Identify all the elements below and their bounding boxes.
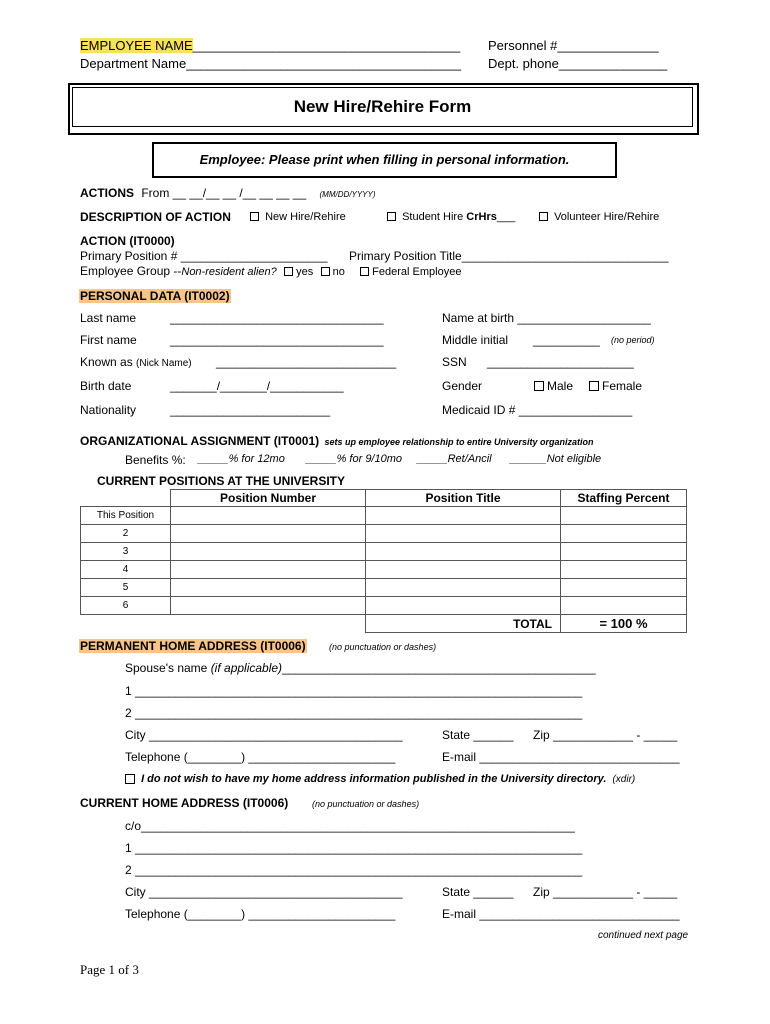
birth-date-label: Birth date [80,379,132,393]
last-name-label: Last name [80,311,137,325]
row-label: 4 [81,561,171,579]
instruction-box [152,142,617,178]
ssn-label: SSN [442,355,467,369]
staffing-percent-cell[interactable] [561,507,687,525]
total-spacer [171,615,366,633]
federal-employee-label: Federal Employee [372,266,462,278]
spouse-name-label: Spouse's name [125,661,211,675]
actions-label: ACTIONS [80,186,134,200]
directory-optout-label: I do not wish to have my home address information published in the University directory. [141,773,607,785]
option-new-hire[interactable] [250,211,346,223]
care-of-field[interactable]: c/o_________________________________________________________________ [125,819,575,833]
total-value: = 100 % [561,615,687,633]
table-row [81,525,687,543]
last-name-field[interactable]: ________________________________ [170,311,384,325]
staffing-percent-cell[interactable] [561,597,687,615]
table-row [81,579,687,597]
employee-name-field[interactable]: _____________________________________ [192,38,461,53]
positions-table [80,489,687,633]
permanent-address-line-1[interactable]: 1 ___________________________________________________________________ [125,684,583,698]
benefits-12mo-field[interactable]: _____% for 12mo [198,453,285,465]
total-spacer [81,615,171,633]
current-email-field[interactable]: E-mail ______________________________ [442,907,680,921]
spouse-name-hint: (if applicable) [210,661,283,675]
current-state-field[interactable]: State ______ [442,885,514,899]
current-address-heading: CURRENT HOME ADDRESS (IT0006) [80,796,289,810]
table-row [81,597,687,615]
federal-employee-option[interactable] [360,266,461,278]
row-label: 2 [81,525,171,543]
position-number-cell[interactable] [171,561,366,579]
yes-label: yes [296,266,314,278]
row-label: 6 [81,597,171,615]
primary-position-title-field[interactable]: Primary Position Title_______________________________ [349,249,669,263]
column-header-staffing-percent: Staffing Percent [561,490,687,507]
benefits-not-eligible-field[interactable]: ______Not eligible [510,453,602,465]
column-header-position-title: Position Title [366,490,561,507]
staffing-percent-cell[interactable] [561,525,687,543]
checkbox-icon[interactable] [360,267,369,276]
current-address-line-1[interactable]: 1 ___________________________________________________________________ [125,841,583,855]
medicaid-id-field[interactable]: Medicaid ID # _________________ [442,403,633,417]
birth-date-field[interactable]: _______/_______/___________ [170,379,344,393]
position-number-cell[interactable] [171,525,366,543]
nonresident-yes[interactable] [284,266,313,278]
instruction-text: Employee: Please print when filling in personal information. [199,152,570,167]
permanent-state-field[interactable]: State ______ [442,728,514,742]
table-row [81,507,687,525]
checkbox-icon[interactable] [589,381,599,391]
current-address-note: (no punctuation or dashes) [312,799,420,809]
org-assignment-note: sets up employee relationship to entire University organization [324,437,594,447]
form-title: New Hire/Rehire Form [293,97,472,116]
no-period-hint: (no period) [611,335,655,345]
table-header-row [81,490,687,507]
staffing-percent-cell[interactable] [561,579,687,597]
position-title-cell[interactable] [366,525,561,543]
xdir-hint: (xdir) [612,774,636,785]
checkbox-icon[interactable] [321,267,330,276]
permanent-address-note: (no punctuation or dashes) [329,642,437,652]
position-number-cell[interactable] [171,543,366,561]
crhrs-label: CrHrs [466,211,497,223]
position-title-cell[interactable] [366,579,561,597]
option-volunteer[interactable] [539,211,659,223]
employee-group-label: Employee Group -- [80,264,182,278]
dept-phone-field[interactable]: Dept. phone_______________ [488,56,668,71]
permanent-telephone-field[interactable]: Telephone (________) ______________________ [125,750,396,764]
table-corner [81,490,171,507]
crhrs-field[interactable]: ___ [496,211,516,223]
continued-note: continued next page [598,930,689,941]
employee-name-row [80,38,460,53]
benefits-ret-ancil-field[interactable]: _____Ret/Ancil [417,453,492,465]
nonresident-no[interactable] [321,266,345,278]
nick-name-hint: (Nick Name) [136,358,192,369]
total-row [81,615,687,633]
known-as-row [80,355,192,369]
benefits-label: Benefits %: [125,453,186,467]
actions-row [80,186,375,200]
table-row [81,561,687,579]
gender-label: Gender [442,379,483,393]
description-label: DESCRIPTION OF ACTION [80,210,231,224]
checkbox-icon[interactable] [539,212,548,221]
name-at-birth-field[interactable]: Name at birth ____________________ [442,311,651,325]
permanent-email-field[interactable]: E-mail ______________________________ [442,750,680,764]
position-title-cell[interactable] [366,561,561,579]
permanent-address-line-2[interactable]: 2 ___________________________________________________________________ [125,706,583,720]
known-as-label: Known as [80,355,133,369]
current-zip-field[interactable]: Zip ____________ - _____ [533,885,678,899]
current-city-field[interactable]: City ______________________________________ [125,885,403,899]
option-student-hire[interactable] [387,211,515,223]
permanent-zip-field[interactable]: Zip ____________ - _____ [533,728,678,742]
primary-position-number-field[interactable]: Primary Position # ______________________ [80,249,328,263]
personal-data-heading: PERSONAL DATA (IT0002) [80,289,230,303]
middle-initial-label: Middle initial [442,333,509,347]
nonresident-label: Non-resident alien? [181,266,277,278]
org-assignment-heading: ORGANIZATIONAL ASSIGNMENT (IT0001) [80,434,320,448]
staffing-percent-cell[interactable] [561,543,687,561]
option-student-hire-label: Student Hire [402,211,464,223]
benefits-9-10mo-field[interactable]: _____% for 9/10mo [306,453,403,465]
spouse-name-field[interactable] [125,661,596,675]
first-name-field[interactable]: ________________________________ [170,333,384,347]
position-number-cell[interactable] [171,597,366,615]
checkbox-icon[interactable] [125,774,135,784]
employee-group-row [80,264,461,278]
personnel-number-field[interactable]: Personnel #______________ [488,38,659,53]
checkbox-icon[interactable] [284,267,293,276]
current-address-line-2[interactable]: 2 ___________________________________________________________________ [125,863,583,877]
first-name-label: First name [80,333,137,347]
nationality-field[interactable]: ________________________ [170,403,331,417]
checkbox-icon[interactable] [250,212,259,221]
position-title-cell[interactable] [366,507,561,525]
position-number-cell[interactable] [171,507,366,525]
option-volunteer-label: Volunteer Hire/Rehire [554,211,660,223]
row-label: 5 [81,579,171,597]
row-label: 3 [81,543,171,561]
known-as-field[interactable]: ___________________________ [216,355,397,369]
gender-female-option[interactable] [589,379,642,393]
current-positions-heading: CURRENT POSITIONS AT THE UNIVERSITY [97,474,346,488]
action-it-heading: ACTION (IT0000) [80,234,175,248]
row-label: This Position [81,507,171,525]
position-title-cell[interactable] [366,543,561,561]
no-label: no [332,266,345,278]
employee-name-label: EMPLOYEE NAME [80,38,193,53]
total-label: TOTAL [366,615,561,633]
department-name-field[interactable]: Department Name______________________________________ [80,56,461,71]
middle-initial-field[interactable]: __________ [533,333,600,347]
actions-from-field[interactable]: From __ __/__ __ /__ __ __ __ [141,186,307,200]
date-format-hint: (MM/DD/YYYY) [319,190,376,199]
position-title-cell[interactable] [366,597,561,615]
female-label: Female [602,379,643,393]
permanent-address-heading: PERMANENT HOME ADDRESS (IT0006) [80,639,306,653]
gender-male-option[interactable] [534,379,573,393]
checkbox-icon[interactable] [387,212,396,221]
option-new-hire-label: New Hire/Rehire [265,211,346,223]
table-row [81,543,687,561]
current-telephone-field[interactable]: Telephone (________) ______________________ [125,907,396,921]
page-number: Page 1 of 3 [80,962,139,977]
org-assignment-row [80,434,594,448]
permanent-city-field[interactable]: City ______________________________________ [125,728,403,742]
staffing-percent-cell[interactable] [561,561,687,579]
column-header-position-number: Position Number [171,490,366,507]
position-number-cell[interactable] [171,579,366,597]
checkbox-icon[interactable] [534,381,544,391]
directory-optout-option[interactable] [125,773,635,785]
title-box-inner [72,87,693,127]
male-label: Male [547,379,574,393]
spouse-name-line[interactable]: _______________________________________________ [282,661,596,675]
nationality-label: Nationality [80,403,137,417]
ssn-field[interactable]: ______________________ [487,355,634,369]
